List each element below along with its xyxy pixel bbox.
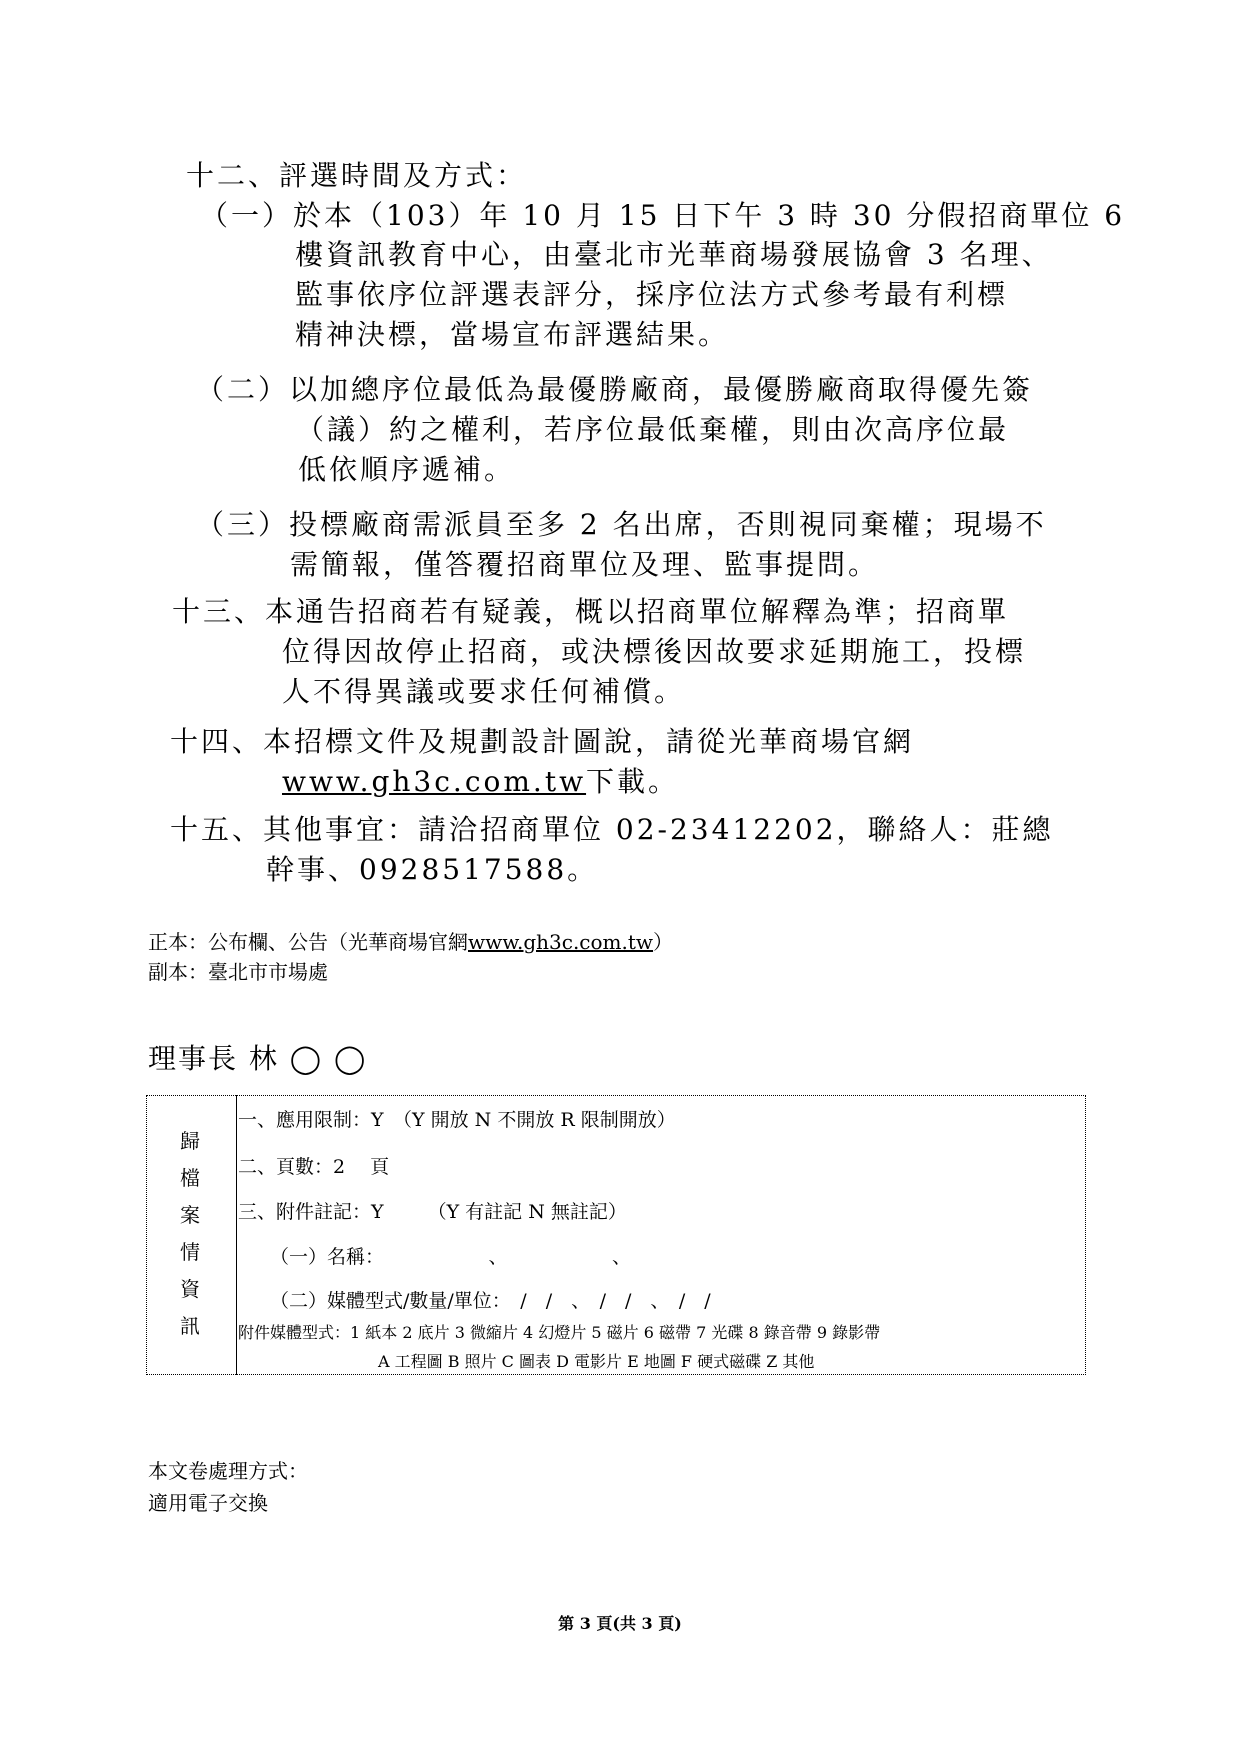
section-12-item1-line2: 樓資訊教育中心，由臺北市光華商場發展協會 3 名理、 — [295, 238, 1053, 271]
processing-value: 適用電子交換 — [148, 1491, 268, 1515]
archive-label-char: 資 — [180, 1277, 200, 1301]
archive-label-char: 情 — [180, 1240, 200, 1264]
archive-attachment-name: （一）名稱： 、 、 — [270, 1246, 632, 1268]
distribution-copy: 副本：臺北市市場處 — [148, 960, 328, 984]
archive-attachment-note: 三、附件註記：Y （Y 有註記 N 無註記） — [238, 1201, 627, 1223]
section-12-item3-line2: 需簡報，僅答覆招商單位及理、監事提問。 — [290, 548, 880, 581]
archive-label-char: 檔 — [180, 1166, 200, 1190]
signature: 理事長 林 ◯ ◯ — [148, 1042, 368, 1075]
section-15-line2: 幹事、0928517588。 — [266, 853, 599, 886]
archive-label-char: 訊 — [180, 1314, 200, 1338]
distribution-original: 正本：公布欄、公告（光華商場官網www.gh3c.com.tw） — [148, 930, 674, 954]
section-12-item1-line1: （一）於本（103）年 10 月 15 日下午 3 時 30 分假招商單位 6 — [200, 199, 1126, 232]
archive-divider — [236, 1095, 237, 1375]
distribution-website-link[interactable]: www.gh3c.com.tw — [468, 930, 654, 954]
section-13-line2: 位得因故停止招商，或決標後因故要求延期施工，投標 — [282, 635, 1027, 668]
section-12-title: 十二、評選時間及方式： — [186, 159, 528, 192]
website-link[interactable]: www.gh3c.com.tw — [282, 765, 587, 798]
section-12-item1-line3: 監事依序位評選表評分，採序位法方式參考最有利標 — [295, 278, 1009, 311]
archive-label-char: 歸 — [180, 1129, 200, 1153]
section-13-line1: 十三、本通告招商若有疑義，概以招商單位解釋為準；招商單 — [172, 595, 1010, 628]
archive-media-type: （二）媒體型式/數量/單位： / / 、 / / 、 / / — [270, 1290, 711, 1312]
archive-label-char: 案 — [180, 1203, 200, 1227]
page-number-footer: 第 3 頁(共 3 頁) — [558, 1614, 682, 1633]
section-14-line1: 十四、本招標文件及規劃設計圖說，請從光華商場官網 — [170, 725, 915, 758]
section-15-line1: 十五、其他事宜：請洽招商單位 02-23412202，聯絡人：莊總 — [170, 813, 1054, 846]
processing-label: 本文卷處理方式： — [148, 1459, 308, 1483]
section-12-item1-line4: 精神決標，當場宣布評選結果。 — [295, 318, 730, 351]
archive-usage-limit: 一、應用限制：Y （Y 開放 N 不開放 R 限制開放） — [238, 1109, 676, 1131]
section-12-item2-line2: （議）約之權利，若序位最低棄權，則由次高序位最 — [296, 413, 1010, 446]
section-13-line3: 人不得異議或要求任何補償。 — [282, 675, 686, 708]
archive-page-count: 二、頁數：2 頁 — [238, 1156, 390, 1178]
download-text: 下載。 — [586, 765, 680, 798]
archive-media-legend-1: 附件媒體型式：1 紙本 2 底片 3 微縮片 4 幻燈片 5 磁片 6 磁帶 7 光碟 8 錄音帶 9 錄影帶 — [238, 1323, 881, 1342]
archive-media-legend-2: A 工程圖 B 照片 C 圖表 D 電影片 E 地圖 F 硬式磁碟 Z 其他 — [378, 1352, 815, 1371]
section-12-item2-line1: （二）以加總序位最低為最優勝廠商，最優勝廠商取得優先簽 — [196, 373, 1034, 406]
section-12-item3-line1: （三）投標廠商需派員至多 2 名出席，否則視同棄權；現場不 — [196, 508, 1047, 541]
section-12-item2-line3: 低依順序遞補。 — [298, 453, 516, 486]
section-14-line2 — [282, 760, 679, 800]
